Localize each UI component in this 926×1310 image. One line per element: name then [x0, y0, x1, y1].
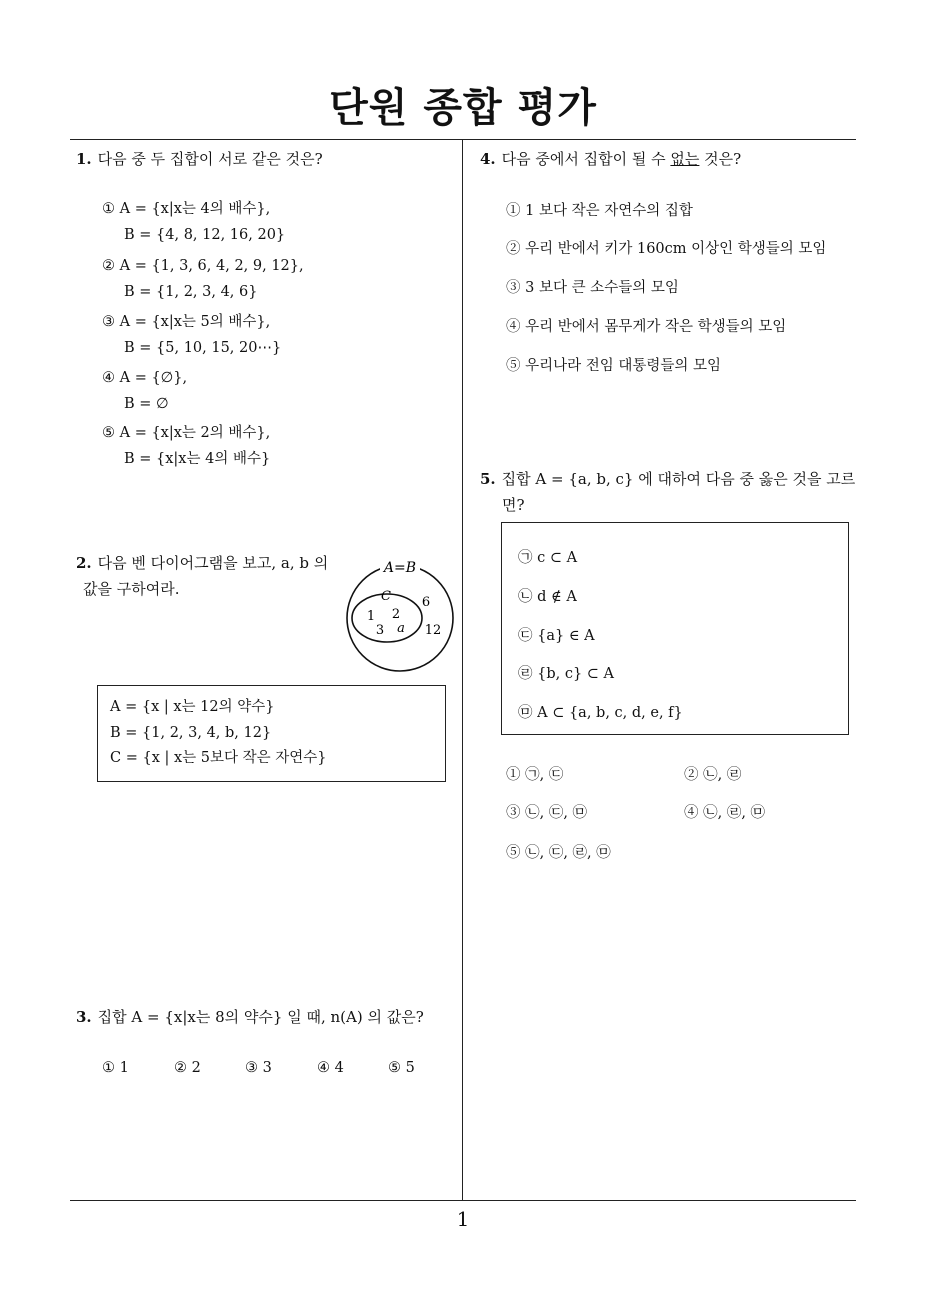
venn-inner-label: C [381, 589, 391, 604]
venn-value: 3 [375, 623, 385, 638]
underlined-word: 없는 [670, 150, 700, 168]
page-title: 단원 종합 평가 [329, 85, 597, 131]
q5-option-2[interactable]: ② ㉡, ㉣ [684, 767, 742, 783]
question-text: 값을 구하여라. [83, 580, 180, 598]
option-line: A = {x|x는 5의 배수}, [119, 314, 271, 330]
question-number: 3. [76, 1008, 92, 1026]
q3-option-1[interactable]: ① 1 [102, 1060, 129, 1076]
q1-option-1[interactable] [102, 196, 285, 248]
question-text: 집합 A = {a, b, c} 에 대하여 다음 중 옳은 것을 고르 [501, 470, 856, 488]
q1-option-5[interactable] [102, 420, 270, 472]
q5-statement: ㉤ A ⊂ {a, b, c, d, e, f} [518, 705, 683, 721]
option-line: B = {5, 10, 15, 20⋯} [124, 340, 282, 356]
question-text: 다음 벤 다이어그램을 보고, a, b 의 [97, 554, 329, 572]
option-line: B = {1, 2, 3, 4, 6} [124, 284, 258, 300]
q5-option-5[interactable]: ⑤ ㉡, ㉢, ㉣, ㉤ [506, 845, 611, 861]
option-line: A = {∅}, [119, 370, 188, 386]
q5-option-1[interactable]: ① ㉠, ㉢ [506, 767, 564, 783]
q5-option-3[interactable]: ③ ㉡, ㉢, ㉤ [506, 805, 588, 821]
q1-option-3[interactable] [102, 309, 281, 361]
venn-outer-label: A=B [383, 560, 417, 576]
option-line: B = {4, 8, 12, 16, 20} [124, 227, 286, 243]
venn-value: a [397, 621, 405, 636]
venn-value: 2 [391, 607, 401, 622]
question-text: 면? [502, 496, 525, 514]
question-text: 다음 중에서 집합이 될 수 [501, 150, 671, 168]
question-2 [76, 550, 328, 602]
bottom-rule [70, 1200, 856, 1201]
option-line: A = {x|x는 4의 배수}, [119, 201, 271, 217]
q5-statement: ㉠ c ⊂ A [518, 550, 578, 566]
q4-option-2[interactable]: ② 우리 반에서 키가 160cm 이상인 학생들의 모임 [506, 241, 827, 257]
q3-option-2[interactable]: ② 2 [174, 1060, 201, 1076]
question-number: 5. [480, 470, 496, 488]
q2-box-line: C = {x | x는 5보다 작은 자연수} [110, 750, 327, 766]
question-number: 4. [480, 150, 496, 168]
q3-option-4[interactable]: ④ 4 [317, 1060, 344, 1076]
question-text: 것은? [699, 150, 742, 168]
option-mark: ④ [102, 370, 115, 386]
q4-option-5[interactable]: ⑤ 우리나라 전임 대통령들의 모임 [506, 358, 722, 374]
q4-option-1[interactable]: ① 1 보다 작은 자연수의 집합 [506, 203, 693, 219]
q1-option-4[interactable] [102, 365, 187, 417]
question-text: 집합 A = {x|x는 8의 약수} 일 때, n(A) 의 값은? [97, 1008, 424, 1026]
q2-box-line: A = {x | x는 12의 약수} [110, 699, 275, 715]
option-line: A = {1, 3, 6, 4, 2, 9, 12}, [119, 258, 304, 274]
q2-box-line: B = {1, 2, 3, 4, b, 12} [110, 725, 272, 741]
question-text: 다음 중 두 집합이 서로 같은 것은? [97, 150, 323, 168]
q3-option-5[interactable]: ⑤ 5 [388, 1060, 415, 1076]
column-divider [462, 140, 463, 1200]
top-rule [70, 139, 856, 140]
q4-option-4[interactable]: ④ 우리 반에서 몸무게가 작은 학생들의 모임 [506, 319, 787, 335]
q5-option-4[interactable]: ④ ㉡, ㉣, ㉤ [684, 805, 766, 821]
q4-option-3[interactable]: ③ 3 보다 큰 소수들의 모임 [506, 280, 679, 296]
option-mark: ① [102, 201, 115, 217]
option-mark: ③ [102, 314, 115, 330]
venn-value: 12 [424, 623, 442, 638]
page-number: 1 [456, 1207, 470, 1231]
q3-option-3[interactable]: ③ 3 [245, 1060, 272, 1076]
option-line: B = ∅ [124, 396, 169, 412]
question-3 [76, 1004, 424, 1030]
q5-statement: ㉢ {a} ∈ A [518, 628, 595, 644]
q5-statement: ㉡ d ∉ A [518, 589, 577, 605]
venn-value: 1 [366, 609, 376, 624]
option-mark: ② [102, 258, 115, 274]
question-4 [480, 146, 741, 172]
venn-diagram [340, 556, 460, 676]
option-line: A = {x|x는 2의 배수}, [119, 425, 271, 441]
q5-statement: ㉣ {b, c} ⊂ A [518, 666, 615, 682]
venn-value: 6 [421, 595, 431, 610]
question-number: 2. [76, 554, 92, 572]
q1-option-2[interactable] [102, 253, 304, 305]
option-line: B = {x|x는 4의 배수} [124, 451, 271, 467]
question-5 [480, 466, 855, 518]
question-1 [76, 146, 323, 172]
question-number: 1. [76, 150, 92, 168]
option-mark: ⑤ [102, 425, 115, 441]
